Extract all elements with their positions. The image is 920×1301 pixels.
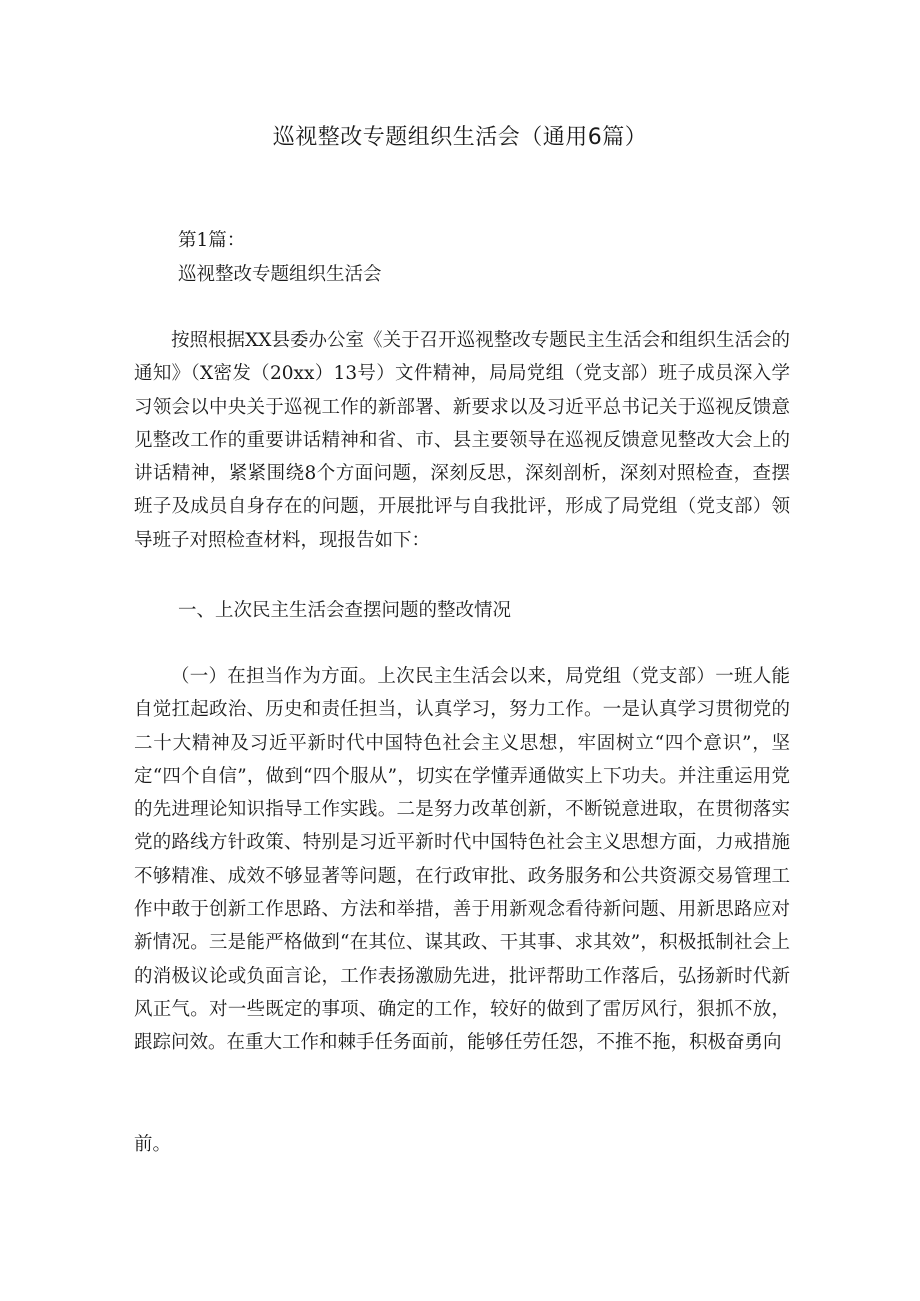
trailing-text: 前。 [134,1134,172,1155]
section-title: 巡视整改专题组织生活会 [178,264,382,285]
section-heading: 一、上次民主生活会查摆问题的整改情况 [178,600,512,621]
document-title: 巡视整改专题组织生活会（通用6篇） [272,125,648,150]
intro-paragraph: 按照根据XX县委办公室《关于召开巡视整改专题民主生活会和组织生活会的通知》（X密发（20xx）13号）文件精神，局局党组（党支部）班子成员深入学习领会以中央关于巡视工作的新部署、新要求以及习近平总书记关于巡视反馈意见整改工作的重要讲话精神和省、市、县主要领导在巡视反馈意见整改大会上的讲话精神，紧紧围绕8个方面问题，深刻反思，深刻剖析，深刻对照检查，查摆班子及成员自身存在的问题，开展批评与自我批评，形成了局党组（党支部）领导班子对照检查材料，现报告如下： [134,330,790,551]
section-label: 第1篇： [178,230,246,251]
body-paragraph: （一）在担当作为方面。上次民主生活会以来，局党组（党支部）一班人能自觉扛起政治、历史和责任担当，认真学习，努力工作。一是认真学习贯彻党的二十大精神及习近平新时代中国特色社会主义思想，牢固树立“四个意识”，坚定“四个自信”，做到“四个服从”，切实在学懂弄通做实上下功夫。并注重运用党的先进理论知识指导工作实践。二是努力改革创新，不断锐意进取，在贯彻落实党的路线方针政策、特别是习近平新时代中国特色社会主义思想方面，力戒措施不够精准、成效不够显著等问题，在行政审批、政务服务和公共资源交易管理工作中敢于创新工作思路、方法和举措，善于用新观念看待新问题、用新思路应对新情况。三是能严格做到“在其位、谋其政、干其事、求其效”，积极抵制社会上的消极议论或负面言论，工作表扬激励先进，批评帮助工作落后，弘扬新时代新风正气。对一些既定的事项、确定的工作，较好的做到了雷厉风行，狠抓不放，跟踪问效。在重大工作和棘手任务面前，能够任劳任怨，不推不拖，积极奋勇向 [134,666,790,1054]
